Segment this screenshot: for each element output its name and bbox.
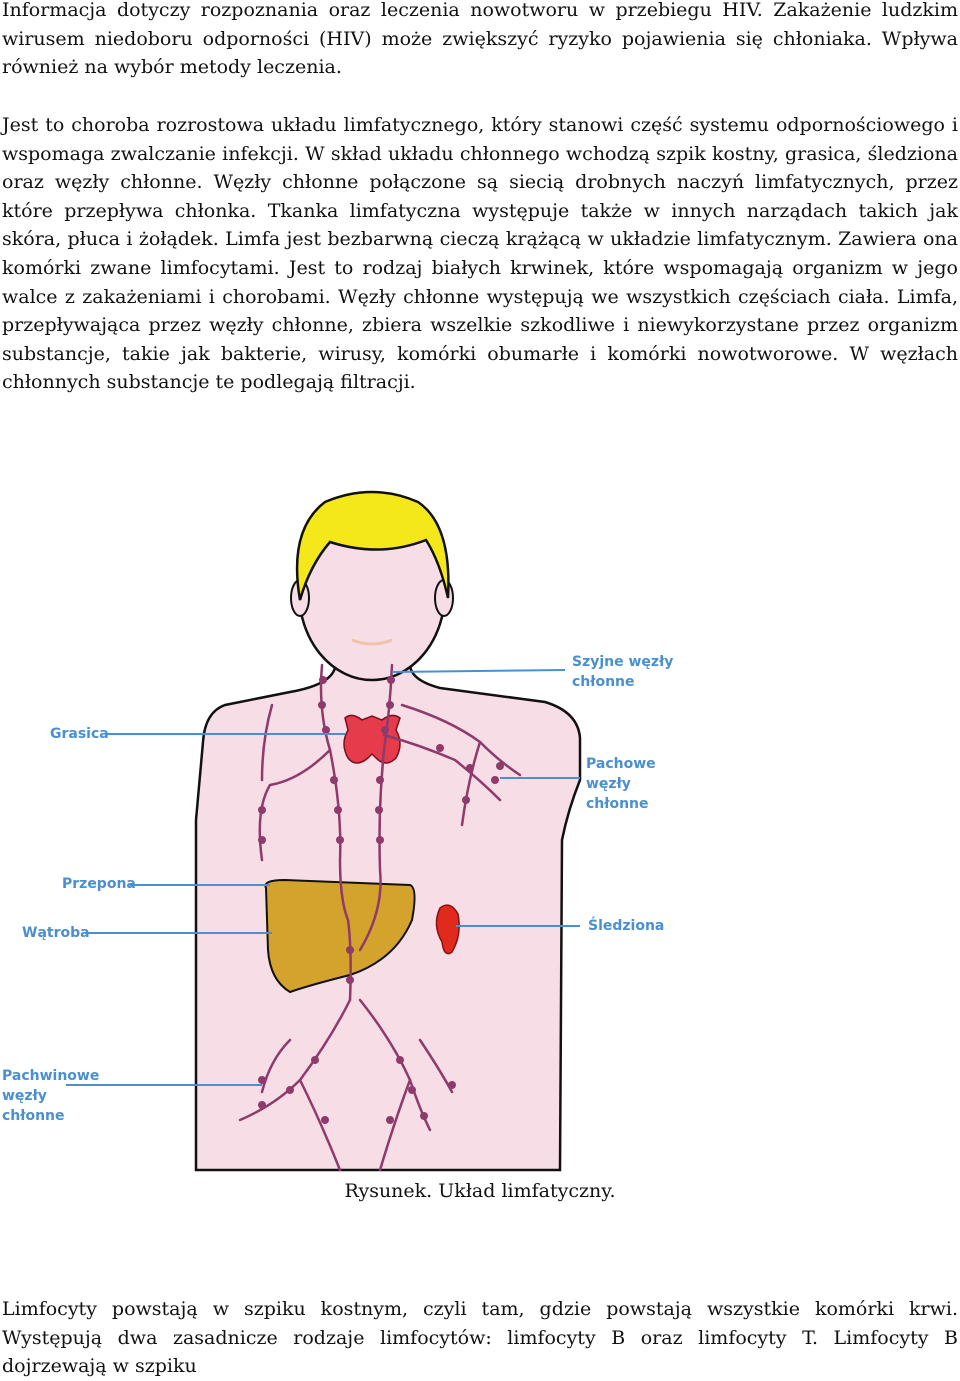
label-liver: Wątroba bbox=[22, 925, 90, 941]
lymphatic-system-paragraph: Jest to choroba rozrostowa układu limfatycznego, który stanowi część systemu odpornościowego i wspomaga zwalczanie infekcji. W skład układu chłonnego wchodzą szpik kostny, grasica, śledziona oraz węzły chłonne. Węzły chłonne połączone są siecią drobnych naczyń limfatycznych, przez które przepływa chłonka. Tkanka limfatyczna występuje także w innych narządach takich jak skóra, płuca i żołądek. Limfa jest bezbarwną cieczą krążącą w układzie limfatycznym. Zawiera ona komórki zwane limfocytami. Jest to rodzaj białych krwinek, które wspomagają organizm w jego walce z zakażeniami i chorobami. Węzły chłonne występują we wszystkich częściach ciała. Limfa, przepływająca przez węzły chłonne, zbiera wszelkie szkodliwe i niewykorzystane przez organizm substancje, takie jak bakterie, wirusy, komórki obumarłe i komórki nowotworowe. W węzłach chłonnych substancje te podlegają filtracji. bbox=[2, 114, 958, 394]
intro-paragraph: Informacja dotyczy rozpoznania oraz leczenia nowotworu w przebiegu HIV. Zakażenie ludzkim wirusem niedoboru odporności (HIV) może zwiększyć ryzyko pojawienia się chłoniaka. Wpływa również na wybór metody leczenia. bbox=[2, 0, 958, 79]
label-spleen: Śledziona bbox=[588, 918, 665, 934]
figure-caption: Rysunek. Układ limfatyczny. bbox=[344, 1180, 616, 1202]
lymphocytes-paragraph: Limfocyty powstają w szpiku kostnym, czyli tam, gdzie powstają wszystkie komórki krwi. Występują dwa zasadnicze rodzaje limfocytów: limfocyty B oraz limfocyty T. Limfocyty B dojrzewają w szpiku bbox=[2, 1298, 958, 1378]
label-neck-nodes-line2: chłonne bbox=[572, 674, 635, 690]
label-inguinal-nodes-line3: chłonne bbox=[2, 1108, 65, 1124]
label-inguinal-nodes-line2: węzły bbox=[2, 1088, 47, 1104]
label-neck-nodes-line1: Szyjne węzły bbox=[572, 654, 674, 670]
label-axillary-nodes-line2: węzły bbox=[586, 776, 631, 792]
label-axillary-nodes-line1: Pachowe bbox=[586, 756, 656, 772]
label-diaphragm: Przepona bbox=[62, 876, 136, 892]
label-thymus: Grasica bbox=[50, 726, 109, 742]
label-axillary-nodes-line3: chłonne bbox=[586, 796, 649, 812]
lymphatic-system-figure bbox=[0, 480, 960, 1180]
label-inguinal-nodes-line1: Pachwinowe bbox=[2, 1068, 100, 1084]
